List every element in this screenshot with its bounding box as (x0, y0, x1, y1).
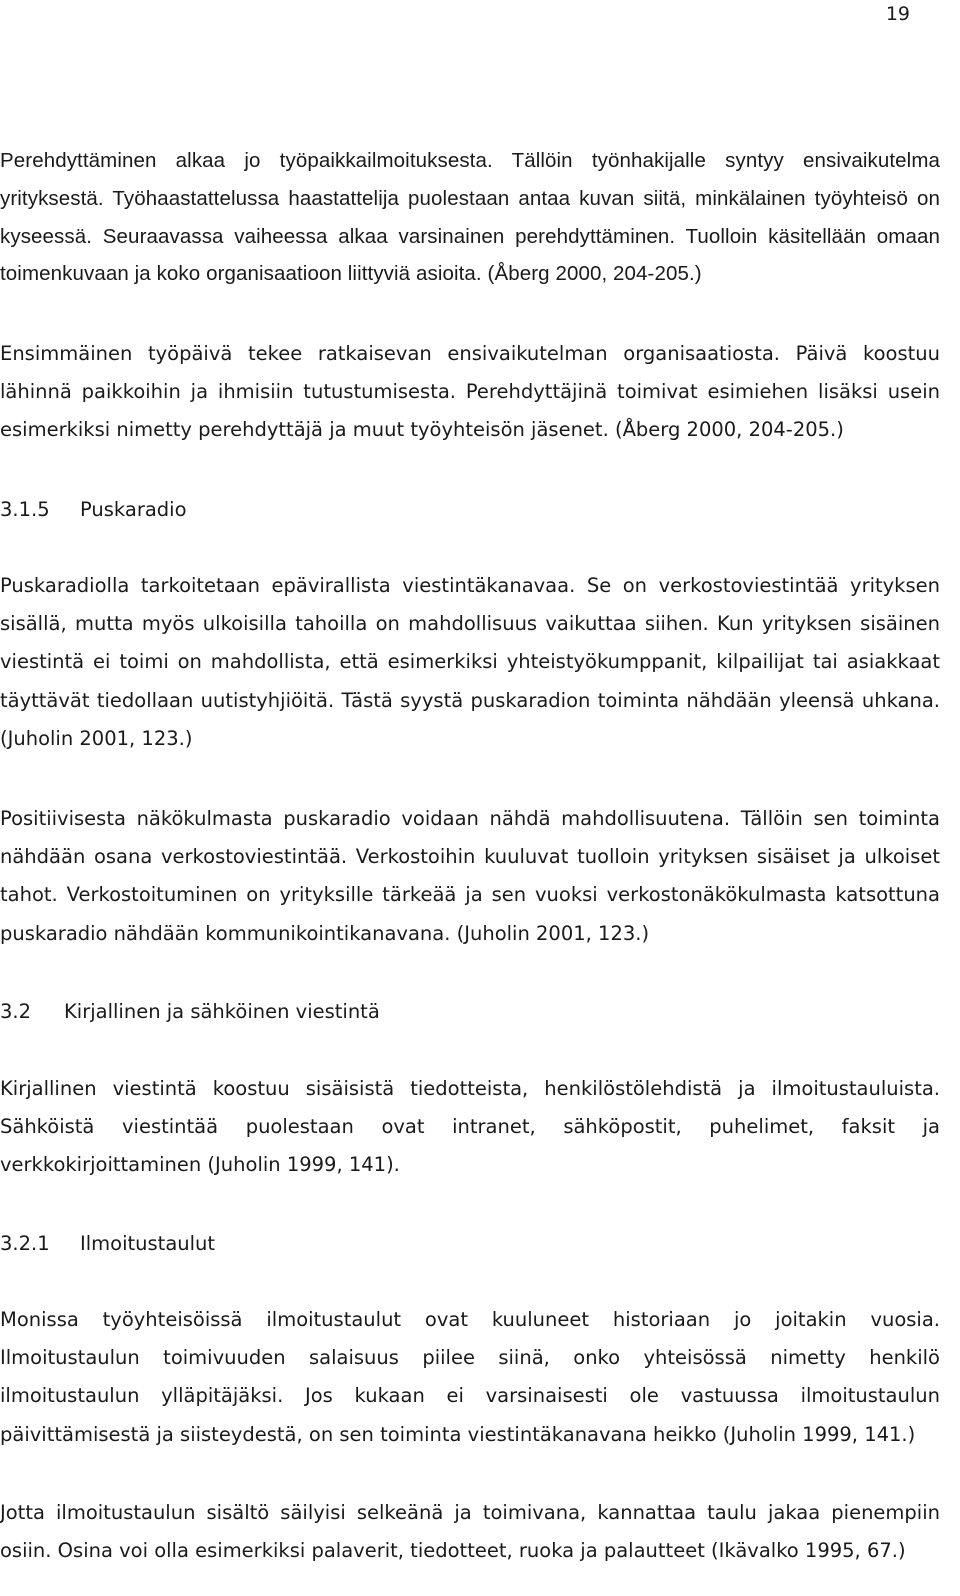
paragraph-first-workday: Ensimmäinen työpäivä tekee ratkaisevan ensivaikutelman organisaatiosta. Päivä koostuu lähinnä paikkoihin ja ihmisiin tutustumisesta. Perehdyttäjinä toimivat esimiehen lisäksi usein esimerkiksi nimetty perehdyttäjä ja muut työyhteisön jäsenet. (Åberg 2000, 204-205.) (0, 342, 940, 442)
paragraph-notice-board-sections: Jotta ilmoitustaulun sisältö säilyisi selkeänä ja toimivana, kannattaa taulu jakaa pienempiin osiin. Osina voi olla esimerkiksi palaverit, tiedotteet, ruoka ja palautteet (Ikävalko 1995, 67.) (0, 1501, 940, 1563)
paragraph-notice-boards: Monissa työyhteisöissä ilmoitustaulut ovat kuuluneet historiaan jo joitakin vuosia. Ilmoitustaulun toimivuuden salaisuus piilee siinä, onko yhteisössä nimetty henkilö ilmoitustaulun ylläpitäjäksi. Jos kukaan ei varsinaisesti ole vastuussa ilmoitustaulun päivittämisestä ja siisteydestä, on sen toiminta viestintäkanavana heikko (Juholin 1999, 141.) (0, 1308, 940, 1446)
heading-written-electronic (0, 993, 380, 1031)
heading-title: Puskaradio (80, 498, 187, 521)
heading-number: 3.2 (0, 1000, 32, 1023)
paragraph-puskaradio-positive: Positiivisesta näkökulmasta puskaradio voidaan nähdä mahdollisuutena. Tällöin sen toiminta nähdään osana verkostoviestintää. Verkostoihin kuuluvat tuolloin yrityksen sisäiset ja ulkoiset tahot. Verkostoituminen on yrityksille tärkeää ja sen vuoksi verkostonäkökulmasta katsottuna puskaradio nähdään kommunikointikanavana. (Juholin 2001, 123.) (0, 807, 940, 945)
heading-notice-boards (0, 1225, 215, 1263)
heading-number: 3.1.5 (0, 498, 50, 521)
heading-title: Kirjallinen ja sähköinen viestintä (64, 1000, 380, 1023)
paragraph-written-communication: Kirjallinen viestintä koostuu sisäisistä tiedotteista, henkilöstölehdistä ja ilmoitustauluista. Sähköistä viestintää puolestaan ovat intranet, sähköpostit, puhelimet, faksit ja verkkokirjoittaminen (Juholin 1999, 141). (0, 1077, 940, 1177)
paragraph-puskaradio-definition: Puskaradiolla tarkoitetaan epävirallista viestintäkanavaa. Se on verkostoviestintää yrityksen sisällä, mutta myös ulkoisilla tahoilla on mahdollisuus vaikuttaa siihen. Kun yrityksen sisäinen viestintä ei toimi on mahdollista, että esimerkiksi yhteistyökumppanit, kilpailijat tai asiakkaat täyttävät tiedollaan uutistyhjiöitä. Tästä syystä puskaradion toiminta nähdään yleensä uhkana. (Juholin 2001, 123.) (0, 574, 940, 750)
heading-number: 3.2.1 (0, 1232, 50, 1255)
heading-title: Ilmoitustaulut (80, 1232, 216, 1255)
paragraph-onboarding-intro: Perehdyttäminen alkaa jo työpaikkailmoituksesta. Tällöin työnhakijalle syntyy ensivaikutelma yrityksestä. Työhaastattelussa haastattelija puolestaan antaa kuvan siitä, minkälainen työyhteisö on kyseessä. Seuraavassa vaiheessa alkaa varsinainen perehdyttäminen. Tuolloin käsitellään omaan toimenkuvaan ja koko organisaatioon liittyviä asioita. (Åberg 2000, 204-205.) (0, 149, 940, 286)
page-number: 19 (885, 3, 910, 25)
heading-puskaradio (0, 491, 187, 529)
